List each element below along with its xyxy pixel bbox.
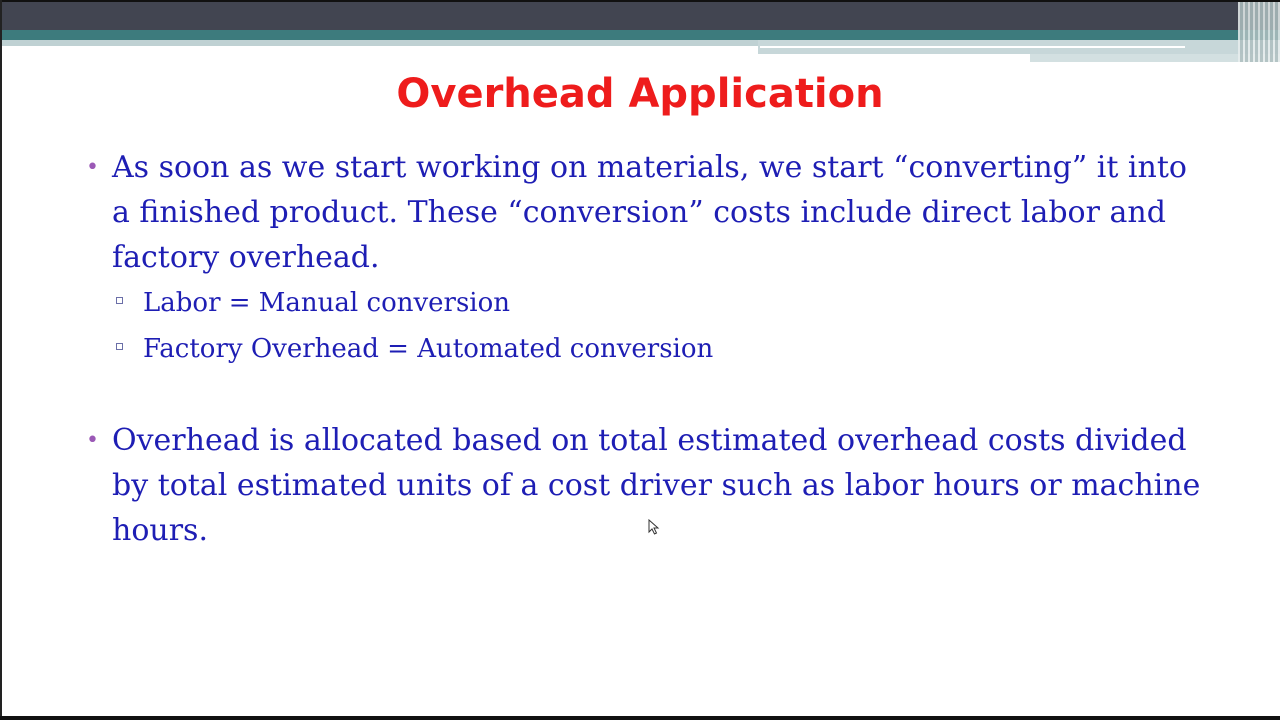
sub-bullet-item: [86, 326, 1206, 372]
header-band-teal: [0, 30, 1280, 40]
hollow-square-bullet-icon: [116, 297, 123, 304]
slide-body: [86, 145, 1206, 553]
frame-bottom: [0, 716, 1280, 720]
sub-bullet-text: Labor = Manual conversion: [143, 288, 511, 318]
header-accent-line: [760, 46, 1185, 48]
bullet-dot-icon: •: [86, 428, 99, 453]
bullet-item: [86, 418, 1206, 553]
header-band-light-left: [0, 40, 758, 46]
header-stripes: [1238, 2, 1280, 62]
bullet-spacer: [86, 372, 1206, 418]
sub-bullet-list: [86, 280, 1206, 372]
bullet-text: As soon as we start working on materials, we start “converting” it into a finished product. These “conversion” costs include direct labor and factory overhead.: [112, 150, 1187, 275]
mouse-pointer-icon: [648, 519, 660, 535]
sub-bullet-text: Factory Overhead = Automated conversion: [143, 334, 714, 364]
bullet-dot-icon: •: [86, 155, 99, 180]
bullet-item: [86, 145, 1206, 280]
sub-bullet-item: [86, 280, 1206, 326]
frame-top: [0, 0, 1280, 2]
hollow-square-bullet-icon: [116, 343, 123, 350]
header-band-dark: [0, 2, 1280, 30]
slide-title: Overhead Application: [396, 71, 884, 117]
bullet-text: Overhead is allocated based on total estimated overhead costs divided by total estimated units of a cost driver such as labor hours or machine hours.: [112, 423, 1201, 548]
